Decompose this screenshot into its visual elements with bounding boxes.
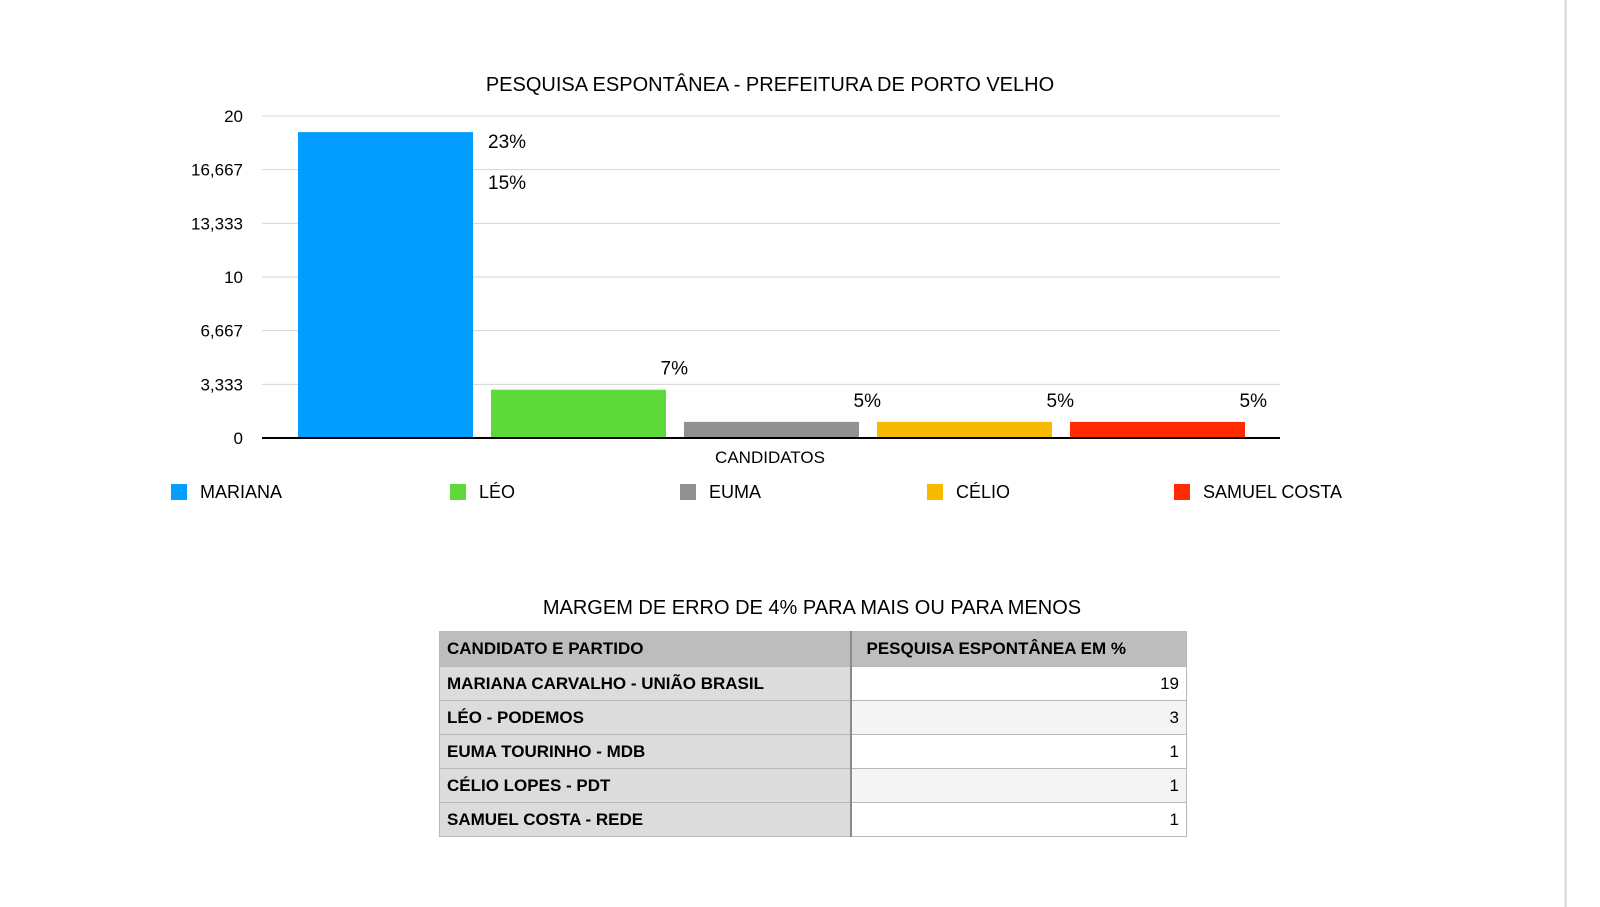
percentage-cell: 1: [851, 769, 1187, 803]
percentage-cell: 1: [851, 735, 1187, 769]
table-row: [440, 735, 1187, 769]
results-table: [439, 631, 1187, 837]
legend-item: [450, 482, 515, 502]
candidate-cell: CÉLIO LOPES - PDT: [440, 769, 851, 803]
y-axis-ticks: [191, 107, 243, 448]
table-row: [440, 803, 1187, 837]
page-edge-divider: [1564, 0, 1567, 907]
bar: [684, 422, 859, 438]
legend-item: [927, 482, 1010, 502]
chart-data-labels: [488, 132, 1267, 412]
candidate-cell: MARIANA CARVALHO - UNIÃO BRASIL: [440, 667, 851, 701]
percentage-cell: 19: [851, 667, 1187, 701]
data-label: 23%: [488, 132, 527, 154]
data-label: 5%: [853, 390, 881, 412]
bar: [298, 132, 473, 438]
x-axis-label: CANDIDATOS: [715, 448, 825, 467]
legend-item: [680, 482, 761, 502]
candidate-cell: EUMA TOURINHO - MDB: [440, 735, 851, 769]
table-row: [440, 701, 1187, 735]
legend-label: EUMA: [709, 482, 762, 502]
percentage-cell: 3: [851, 701, 1187, 735]
legend-label: MARIANA: [200, 482, 283, 502]
legend-swatch: [1174, 484, 1190, 500]
table-caption: MARGEM DE ERRO DE 4% PARA MAIS OU PARA MENOS: [542, 597, 1082, 619]
bar: [491, 390, 666, 438]
legend-swatch: [450, 484, 466, 500]
data-label: 7%: [660, 358, 688, 380]
data-label: 5%: [1239, 390, 1267, 412]
legend-label: SAMUEL COSTA: [1203, 482, 1343, 502]
legend-swatch: [927, 484, 943, 500]
y-tick-label: 20: [224, 107, 243, 126]
legend-swatch: [171, 484, 187, 500]
y-tick-label: 16,667: [191, 160, 243, 180]
legend-item: [171, 482, 282, 502]
bar: [877, 422, 1052, 438]
candidate-cell: SAMUEL COSTA - REDE: [440, 803, 851, 837]
table-row: [440, 667, 1187, 701]
data-label: 5%: [1046, 390, 1074, 412]
header-candidate: CANDIDATO E PARTIDO: [440, 632, 851, 667]
chart-bars: [298, 132, 1245, 438]
legend-item: [1174, 482, 1342, 502]
chart-title: PESQUISA ESPONTÂNEA - PREFEITURA DE PORTO VELHO: [485, 74, 1055, 96]
legend-label: CÉLIO: [956, 482, 1011, 502]
legend-label: LÉO: [479, 482, 516, 502]
percentage-cell: 1: [851, 803, 1187, 837]
candidate-cell: LÉO - PODEMOS: [440, 701, 851, 735]
y-tick-label: 6,667: [200, 321, 243, 341]
y-tick-label: 3,333: [200, 375, 243, 395]
y-tick-label: 0: [233, 429, 243, 448]
bar: [1070, 422, 1245, 438]
y-tick-label: 10: [224, 268, 243, 287]
table-row: [440, 769, 1187, 803]
y-tick-label: 13,333: [191, 214, 243, 234]
table-header-row: [440, 632, 1187, 667]
header-percentage: PESQUISA ESPONTÂNEA EM %: [851, 632, 1187, 667]
legend-swatch: [680, 484, 696, 500]
data-label: 15%: [488, 173, 527, 195]
